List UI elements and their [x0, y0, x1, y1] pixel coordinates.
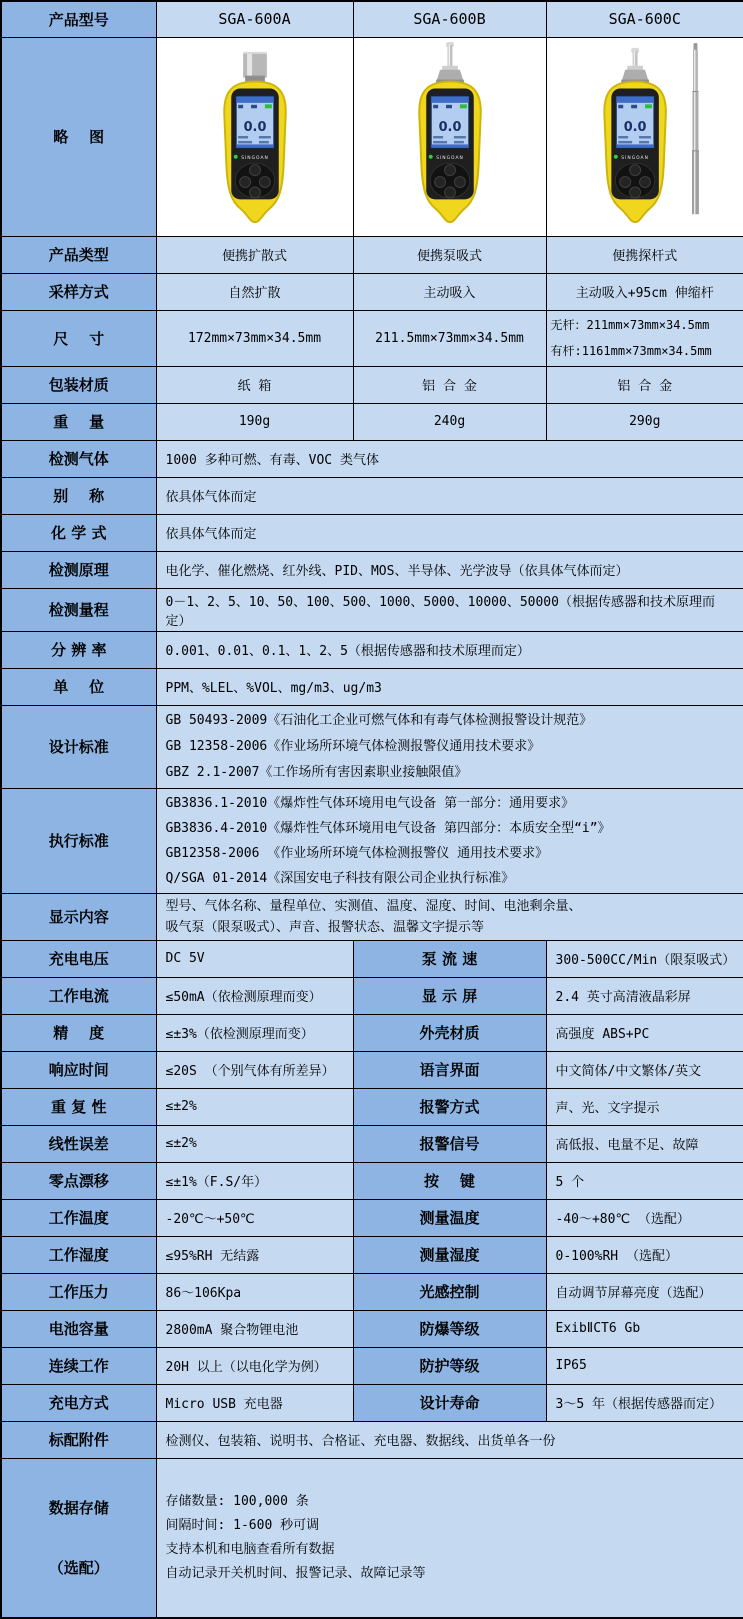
- shell-material-value: 高强度 ABS+PC: [546, 1014, 743, 1051]
- spec-row: [1, 1384, 743, 1421]
- button-pad: [430, 163, 470, 198]
- weight-c: 290g: [546, 403, 743, 440]
- sampling-a: 自然扩散: [156, 273, 353, 310]
- resolution-value: 0.001、0.01、0.1、1、2、5（根据传感器和技术原理而定）: [156, 631, 743, 668]
- table-row-range: [1, 588, 743, 631]
- packing-b: 铝 合 金: [353, 366, 546, 403]
- accessories-value: 检测仪、包装箱、说明书、合格证、充电器、数据线、出货单各一份: [156, 1421, 743, 1458]
- table-row-formula: [1, 514, 743, 551]
- device-screen: [236, 96, 274, 147]
- unit-value: PPM、%LEL、%VOL、mg/m3、ug/m3: [156, 668, 743, 705]
- spec-row: [1, 1310, 743, 1347]
- telescopic-rod: [692, 42, 699, 213]
- device-image-cell-c: [546, 37, 743, 236]
- response-time-label: 响应时间: [1, 1051, 156, 1088]
- spec-row: [1, 1347, 743, 1384]
- device-screen: [616, 96, 654, 147]
- spec-row: [1, 1051, 743, 1088]
- exec-standard-line: GB12358-2006 《作业场所环境气体检测报警仪 通用技术要求》: [165, 845, 549, 861]
- protection-grade-value: IP65: [546, 1347, 743, 1384]
- design-standard-label: 设计标准: [1, 705, 156, 788]
- charging-method-value: Micro USB 充电器: [156, 1384, 353, 1421]
- principle-value: 电化学、催化燃烧、红外线、PID、MOS、半导体、光学波导（依具体气体而定）: [156, 551, 743, 588]
- sketch-label: 略 图: [1, 37, 156, 236]
- alarm-signal-label: 报警信号: [353, 1125, 546, 1162]
- brand-text: SINGOAN: [240, 155, 269, 161]
- size-a: 172mm×73mm×34.5mm: [156, 310, 353, 366]
- repeatability-value: ≤±2%: [156, 1088, 353, 1125]
- accuracy-value: ≤±3%（依检测原理而变）: [156, 1014, 353, 1051]
- data-storage-line: 间隔时间: 1-600 秒可调: [165, 1517, 320, 1533]
- working-pressure-value: 86～106Kpa: [156, 1273, 353, 1310]
- linearity-error-value: ≤±2%: [156, 1125, 353, 1162]
- charge-voltage-value: DC 5V: [156, 940, 353, 977]
- model-name-sga-600b: SGA-600B: [353, 1, 546, 37]
- detect-gas-value: 1000 多种可燃、有毒、VOC 类气体: [156, 440, 743, 477]
- brand-text: SINGOAN: [621, 155, 649, 161]
- table-row-design-standard: [1, 705, 743, 788]
- display-content-label: 显示内容: [1, 893, 156, 940]
- table-row-principle: [1, 551, 743, 588]
- table-row-alias: [1, 477, 743, 514]
- button-pad: [235, 163, 275, 198]
- table-row-resolution: [1, 631, 743, 668]
- pump-probe: [436, 41, 464, 83]
- spec-row: [1, 1162, 743, 1199]
- brand-text: SINGOAN: [435, 155, 464, 161]
- light-sensor-value: 自动调节屏幕亮度（选配）: [546, 1273, 743, 1310]
- table-row-weight: [1, 403, 743, 440]
- device-image-cell-a: [156, 37, 353, 236]
- table-row-sampling: [1, 273, 743, 310]
- exec-standard-line: GB3836.4-2010《爆炸性气体环境用电气设备 第四部分：本质安全型“i”》: [165, 820, 611, 836]
- device-illustration-diffusion: [189, 40, 321, 230]
- repeatability-label: 重 复 性: [1, 1088, 156, 1125]
- spec-row: [1, 1236, 743, 1273]
- size-c: [546, 310, 743, 366]
- table-row-unit: [1, 668, 743, 705]
- working-humidity-label: 工作湿度: [1, 1236, 156, 1273]
- alias-label: 别 称: [1, 477, 156, 514]
- data-storage-label-line1: 数据存储: [48, 1498, 109, 1517]
- language-label: 语言界面: [353, 1051, 546, 1088]
- table-row-data-storage: [1, 1458, 743, 1618]
- device-illustration-pump: [384, 40, 516, 230]
- alarm-signal-value: 高低报、电量不足、故障: [546, 1125, 743, 1162]
- unit-label: 单 位: [1, 668, 156, 705]
- design-life-label: 设计寿命: [353, 1384, 546, 1421]
- sampling-c: 主动吸入+95cm 伸缩杆: [546, 273, 743, 310]
- design-standard-line: GB 12358-2006《作业场所环境气体检测报警仪通用技术要求》: [165, 738, 541, 754]
- working-temp-label: 工作温度: [1, 1199, 156, 1236]
- display-screen-value: 2.4 英寸高清液晶彩屏: [546, 977, 743, 1014]
- shell-material-label: 外壳材质: [353, 1014, 546, 1051]
- weight-a: 190g: [156, 403, 353, 440]
- measure-temp-value: -40～+80℃ （选配）: [546, 1199, 743, 1236]
- measure-temp-label: 测量温度: [353, 1199, 546, 1236]
- design-life-value: 3～5 年（根据传感器而定）: [546, 1384, 743, 1421]
- table-row-product-type: [1, 236, 743, 273]
- device-screen: [431, 96, 469, 147]
- data-storage-value: [156, 1458, 743, 1618]
- working-humidity-value: ≤95%RH 无结露: [156, 1236, 353, 1273]
- display-screen-label: 显 示 屏: [353, 977, 546, 1014]
- detect-gas-label: 检测气体: [1, 440, 156, 477]
- exec-standard-line: Q/SGA 01-2014《深国安电子科技有限公司企业执行标准》: [165, 870, 515, 886]
- spec-row: [1, 1199, 743, 1236]
- exec-standard-line: GB3836.1-2010《爆炸性气体环境用电气设备 第一部分：通用要求》: [165, 795, 575, 811]
- spec-row: [1, 1125, 743, 1162]
- device-image-cell-b: [353, 37, 546, 236]
- product-type-a: 便携扩散式: [156, 236, 353, 273]
- data-storage-line: 支持本机和电脑查看所有数据: [165, 1541, 335, 1557]
- charging-method-label: 充电方式: [1, 1384, 156, 1421]
- alarm-mode-label: 报警方式: [353, 1088, 546, 1125]
- range-value: 0－1、2、5、10、50、100、500、1000、5000、10000、50000（根据传感器和技术原理而定）: [156, 588, 743, 631]
- table-row-packing: [1, 366, 743, 403]
- spec-row: [1, 940, 743, 977]
- sensor-cap: [243, 51, 267, 81]
- explosion-proof-value: ExibⅡCT6 Gb: [546, 1310, 743, 1347]
- battery-capacity-value: 2800mA 聚合物锂电池: [156, 1310, 353, 1347]
- exec-standard-value: [156, 788, 743, 893]
- pump-probe: [621, 47, 649, 83]
- resolution-label: 分 辨 率: [1, 631, 156, 668]
- packing-a: 纸 箱: [156, 366, 353, 403]
- weight-label: 重 量: [1, 403, 156, 440]
- packing-c: 铝 合 金: [546, 366, 743, 403]
- spec-row: [1, 977, 743, 1014]
- charge-voltage-label: 充电电压: [1, 940, 156, 977]
- power-led: [233, 154, 237, 158]
- design-standard-line: GB 50493-2009《石油化工企业可燃气体和有毒气体检测报警设计规范》: [165, 712, 593, 728]
- zero-drift-label: 零点漂移: [1, 1162, 156, 1199]
- pump-flow-value: 300-500CC/Min（限泵吸式）: [546, 940, 743, 977]
- table-row-sketch: [1, 37, 743, 236]
- range-label: 检测量程: [1, 588, 156, 631]
- table-row-display-content: [1, 893, 743, 940]
- accessories-label: 标配附件: [1, 1421, 156, 1458]
- alarm-mode-value: 声、光、文字提示: [546, 1088, 743, 1125]
- measure-humidity-label: 测量湿度: [353, 1236, 546, 1273]
- display-content-line: 型号、气体名称、量程单位、实测值、温度、湿度、时间、电池剩余量、: [165, 898, 582, 914]
- size-c-without-rod: 无杆：211mm×73mm×34.5mm: [550, 318, 710, 332]
- screen-value: 0.0: [243, 119, 266, 135]
- spec-row: [1, 1014, 743, 1051]
- packing-label: 包装材质: [1, 366, 156, 403]
- display-content-line: 吸气泵（限泵吸式）、声音、报警状态、温馨文字提示等: [165, 919, 485, 935]
- explosion-proof-label: 防爆等级: [353, 1310, 546, 1347]
- product-type-c: 便携探杆式: [546, 236, 743, 273]
- language-value: 中文简体/中文繁体/英文: [546, 1051, 743, 1088]
- screen-value: 0.0: [438, 119, 461, 135]
- buttons-label: 按 键: [353, 1162, 546, 1199]
- power-led: [614, 154, 618, 158]
- zero-drift-value: ≤±1%（F.S/年）: [156, 1162, 353, 1199]
- size-c-with-rod: 有杆:1161mm×73mm×34.5mm: [550, 344, 712, 358]
- accuracy-label: 精 度: [1, 1014, 156, 1051]
- product-model-label: 产品型号: [1, 1, 156, 37]
- battery-capacity-label: 电池容量: [1, 1310, 156, 1347]
- size-b: 211.5mm×73mm×34.5mm: [353, 310, 546, 366]
- power-led: [428, 154, 432, 158]
- weight-b: 240g: [353, 403, 546, 440]
- pump-flow-label: 泵 流 速: [353, 940, 546, 977]
- sampling-b: 主动吸入: [353, 273, 546, 310]
- table-row-detect-gas: [1, 440, 743, 477]
- device-illustration-probe-rod: [579, 40, 711, 230]
- data-storage-label: [1, 1458, 156, 1618]
- model-name-sga-600c: SGA-600C: [546, 1, 743, 37]
- working-current-label: 工作电流: [1, 977, 156, 1014]
- alias-value: 依具体气体而定: [156, 477, 743, 514]
- protection-grade-label: 防护等级: [353, 1347, 546, 1384]
- model-name-sga-600a: SGA-600A: [156, 1, 353, 37]
- table-row-header: [1, 1, 743, 37]
- data-storage-line: 自动记录开关机时间、报警记录、故障记录等: [165, 1565, 426, 1581]
- formula-value: 依具体气体而定: [156, 514, 743, 551]
- design-standard-line: GBZ 2.1-2007《工作场所有害因素职业接触限值》: [165, 764, 468, 780]
- buttons-value: 5 个: [546, 1162, 743, 1199]
- table-row-size: [1, 310, 743, 366]
- response-time-value: ≤20S （个别气体有所差异）: [156, 1051, 353, 1088]
- working-temp-value: -20℃～+50℃: [156, 1199, 353, 1236]
- continuous-work-label: 连续工作: [1, 1347, 156, 1384]
- working-current-value: ≤50mA（依检测原理而变）: [156, 977, 353, 1014]
- spec-row: [1, 1088, 743, 1125]
- design-standard-value: [156, 705, 743, 788]
- table-row-exec-standard: [1, 788, 743, 893]
- working-pressure-label: 工作压力: [1, 1273, 156, 1310]
- exec-standard-label: 执行标准: [1, 788, 156, 893]
- product-type-b: 便携泵吸式: [353, 236, 546, 273]
- data-storage-line: 存储数量: 100,000 条: [165, 1493, 309, 1509]
- linearity-error-label: 线性误差: [1, 1125, 156, 1162]
- sampling-label: 采样方式: [1, 273, 156, 310]
- display-content-value: [156, 893, 743, 940]
- continuous-work-value: 20H 以上（以电化学为例）: [156, 1347, 353, 1384]
- principle-label: 检测原理: [1, 551, 156, 588]
- screen-value: 0.0: [623, 119, 647, 135]
- light-sensor-label: 光感控制: [353, 1273, 546, 1310]
- data-storage-label-line2: （选配）: [48, 1558, 109, 1577]
- product-type-label: 产品类型: [1, 236, 156, 273]
- button-pad: [615, 163, 655, 198]
- formula-label: 化 学 式: [1, 514, 156, 551]
- table-row-accessories: [1, 1421, 743, 1458]
- measure-humidity-value: 0-100%RH （选配）: [546, 1236, 743, 1273]
- size-label: 尺 寸: [1, 310, 156, 366]
- spec-row: [1, 1273, 743, 1310]
